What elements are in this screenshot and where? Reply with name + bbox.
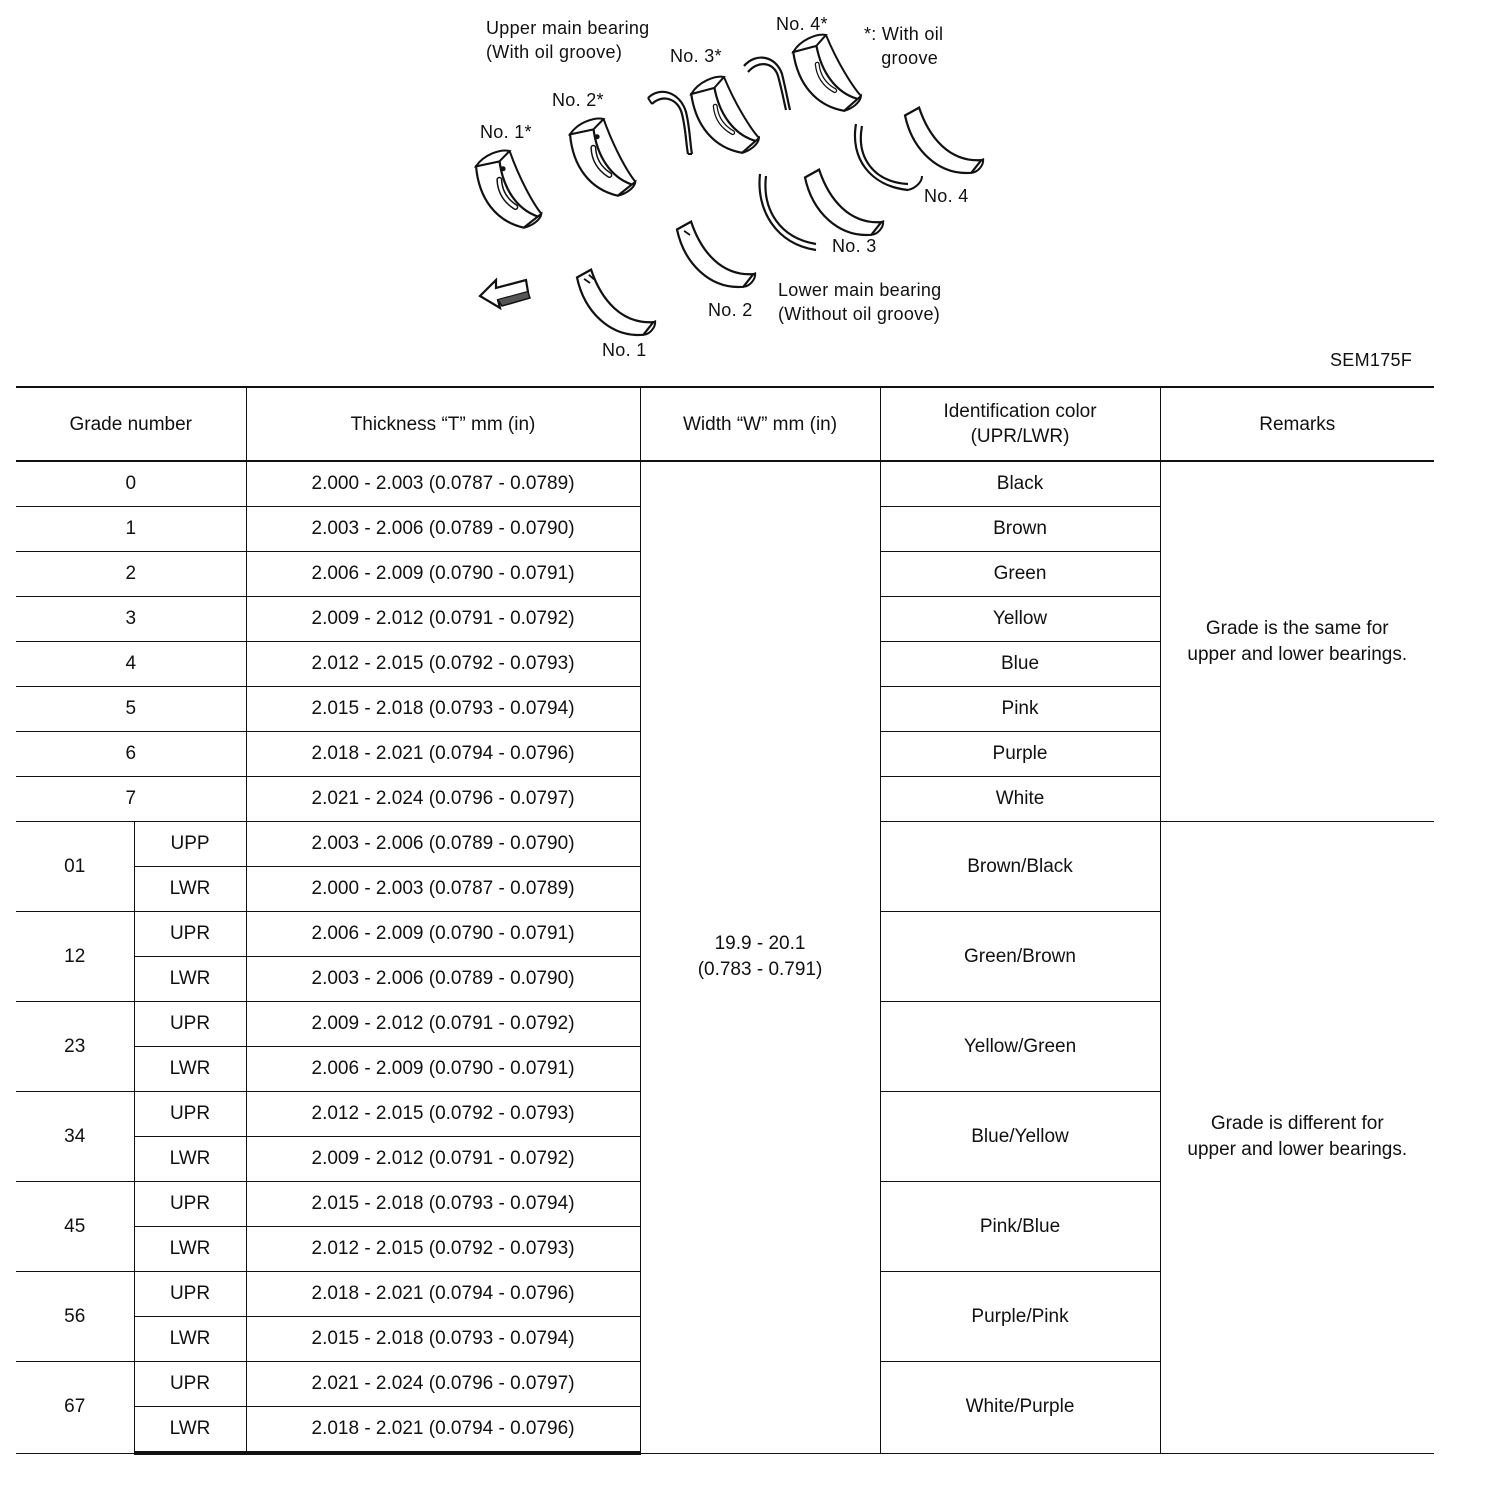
oil-groove-note: *: With oil groove [864,24,944,68]
thickness-cell: 2.003 - 2.006 (0.0789 - 0.0790) [246,507,640,552]
color-cell: Green/Brown [880,912,1160,1002]
bearing-illustration [0,0,1504,385]
upper-label-cell: UPR [134,1092,246,1137]
upper-no1-label: No. 1* [480,122,532,142]
header-width: Width “W” mm (in) [640,387,880,461]
grade-cell: 2 [16,552,246,597]
lower-label-cell: LWR [134,1047,246,1092]
color-cell: Yellow [880,597,1160,642]
lower-bearing-label: Lower main bearing (Without oil groove) [778,280,942,324]
pair-grade-cell: 67 [16,1362,134,1454]
thickness-cell: 2.009 - 2.012 (0.0791 - 0.0792) [246,597,640,642]
color-cell: Black [880,461,1160,507]
lower-no1-label: No. 1 [602,340,647,360]
header-grade-number: Grade number [16,387,246,461]
lower-bearing-no1-icon [575,255,658,351]
color-cell: Green [880,552,1160,597]
color-cell: White [880,777,1160,822]
thickness-cell: 2.003 - 2.006 (0.0789 - 0.0790) [246,822,640,867]
upper-bearing-label: Upper main bearing (With oil groove) [486,18,650,62]
upper-bearing-no4-thrust-icon [744,58,790,110]
grade-cell: 7 [16,777,246,822]
thickness-cell: 2.009 - 2.012 (0.0791 - 0.0792) [246,1002,640,1047]
color-cell: White/Purple [880,1362,1160,1454]
thickness-cell: 2.006 - 2.009 (0.0790 - 0.0791) [246,912,640,957]
upper-bearing-no2-icon [567,113,637,203]
lower-label-cell: LWR [134,1407,246,1454]
thickness-cell: 2.003 - 2.006 (0.0789 - 0.0790) [246,957,640,1002]
pair-grade-cell: 34 [16,1092,134,1182]
pair-grade-cell: 23 [16,1002,134,1092]
thickness-cell: 2.021 - 2.024 (0.0796 - 0.0797) [246,1362,640,1407]
upper-label-cell: UPP [134,822,246,867]
grade-cell: 0 [16,461,246,507]
thickness-cell: 2.018 - 2.021 (0.0794 - 0.0796) [246,1407,640,1454]
lower-no4-label: No. 4 [924,186,969,206]
header-remarks: Remarks [1160,387,1434,461]
lower-bearing-no2-icon [675,207,758,303]
lower-label-cell: LWR [134,1227,246,1272]
color-cell: Pink/Blue [880,1182,1160,1272]
pair-grade-cell: 01 [16,822,134,912]
thickness-cell: 2.000 - 2.003 (0.0787 - 0.0789) [246,461,640,507]
upper-no3-label: No. 3* [670,46,722,66]
thickness-cell: 2.021 - 2.024 (0.0796 - 0.0797) [246,777,640,822]
thickness-cell: 2.012 - 2.015 (0.0792 - 0.0793) [246,642,640,687]
upper-bearing-no3-thrust-icon [648,92,692,154]
header-identification-color: Identification color (UPR/LWR) [880,387,1160,461]
lower-label-cell: LWR [134,867,246,912]
thickness-cell: 2.000 - 2.003 (0.0787 - 0.0789) [246,867,640,912]
color-cell: Brown/Black [880,822,1160,912]
thickness-cell: 2.012 - 2.015 (0.0792 - 0.0793) [246,1092,640,1137]
lower-bearing-no4-icon [903,93,986,189]
figure-code: SEM175F [1330,350,1413,370]
thickness-cell: 2.018 - 2.021 (0.0794 - 0.0796) [246,1272,640,1317]
thickness-cell: 2.012 - 2.015 (0.0792 - 0.0793) [246,1227,640,1272]
thickness-cell: 2.006 - 2.009 (0.0790 - 0.0791) [246,552,640,597]
upper-bearing-no4-icon [790,28,864,119]
thickness-cell: 2.006 - 2.009 (0.0790 - 0.0791) [246,1047,640,1092]
bearing-grade-table [16,386,1434,1455]
lower-no2-label: No. 2 [708,300,753,320]
upper-label-cell: UPR [134,1002,246,1047]
thickness-cell: 2.015 - 2.018 (0.0793 - 0.0794) [246,1182,640,1227]
thickness-cell: 2.015 - 2.018 (0.0793 - 0.0794) [246,687,640,732]
upper-no2-label: No. 2* [552,90,604,110]
remarks-different-grade: Grade is different for upper and lower bearings. [1160,822,1434,1454]
grade-cell: 6 [16,732,246,777]
width-value-cell: 19.9 - 20.1 (0.783 - 0.791) [640,461,880,1453]
upper-label-cell: UPR [134,1362,246,1407]
upper-bearing-no3-icon [688,70,762,161]
color-cell: Brown [880,507,1160,552]
upper-no4-label: No. 4* [776,14,828,34]
thickness-cell: 2.009 - 2.012 (0.0791 - 0.0792) [246,1137,640,1182]
upper-label-cell: UPR [134,1272,246,1317]
lower-label-cell: LWR [134,1317,246,1362]
lower-label-cell: LWR [134,957,246,1002]
pair-grade-cell: 56 [16,1272,134,1362]
grade-cell: 3 [16,597,246,642]
upper-bearing-no1-icon [473,145,543,235]
lower-no3-label: No. 3 [832,236,877,256]
thickness-cell: 2.015 - 2.018 (0.0793 - 0.0794) [246,1317,640,1362]
remarks-same-grade: Grade is the same for upper and lower bearings. [1160,461,1434,822]
lower-label-cell: LWR [134,1137,246,1182]
pair-grade-cell: 45 [16,1182,134,1272]
grade-cell: 5 [16,687,246,732]
color-cell: Pink [880,687,1160,732]
upper-label-cell: UPR [134,912,246,957]
table-row [16,461,1434,507]
color-cell: Purple/Pink [880,1272,1160,1362]
upper-label-cell: UPR [134,1182,246,1227]
front-arrow-icon [480,280,530,308]
grade-cell: 1 [16,507,246,552]
color-cell: Blue/Yellow [880,1092,1160,1182]
table-header-row [16,387,1434,461]
color-cell: Blue [880,642,1160,687]
header-thickness: Thickness “T” mm (in) [246,387,640,461]
color-cell: Yellow/Green [880,1002,1160,1092]
thickness-cell: 2.018 - 2.021 (0.0794 - 0.0796) [246,732,640,777]
grade-cell: 4 [16,642,246,687]
pair-grade-cell: 12 [16,912,134,1002]
color-cell: Purple [880,732,1160,777]
bearing-drawing [0,0,1504,385]
